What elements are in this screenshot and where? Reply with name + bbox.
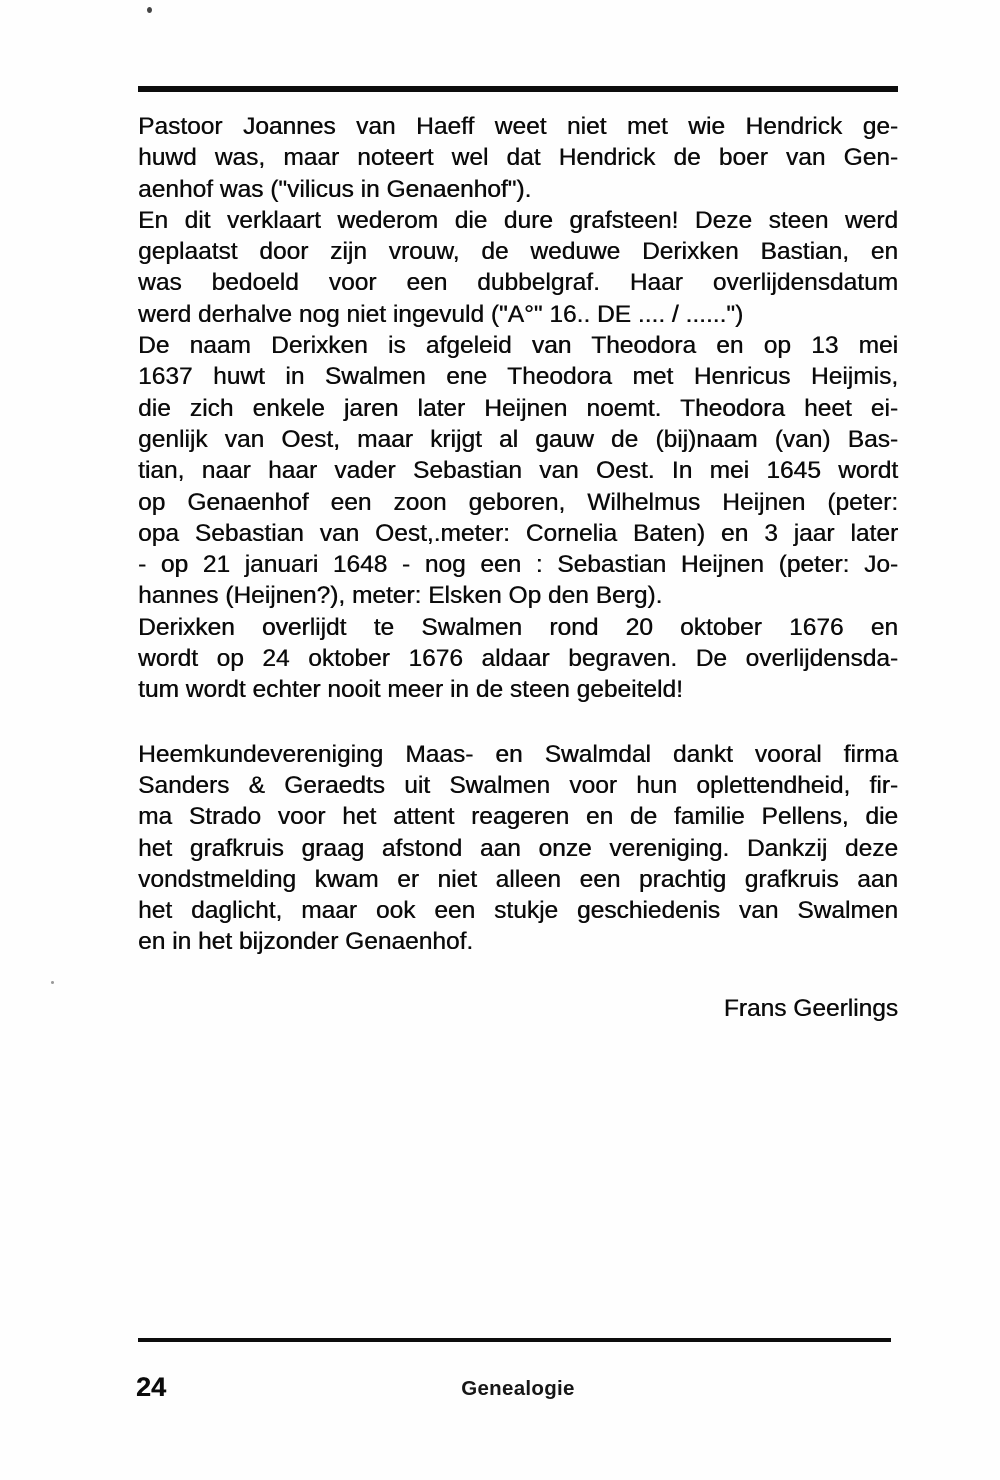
text-line: geplaatst door zijn vrouw, de weduwe Derixken Bastian, en — [138, 238, 898, 266]
paragraph-2 — [138, 205, 898, 330]
bottom-horizontal-rule — [138, 1338, 891, 1342]
scan-speck — [51, 981, 54, 984]
text-line: het daglicht, maar ook een stukje geschiedenis van Swalmen — [138, 897, 898, 925]
top-horizontal-rule — [138, 86, 898, 92]
paragraph-3 — [138, 330, 898, 612]
text-line: 1637 huwt in Swalmen ene Theodora met Henricus Heijmis, — [138, 363, 898, 391]
text-line: werd derhalve nog niet ingevuld ("A°" 16.. DE .... / ......") — [138, 300, 744, 328]
text-line: - op 21 januari 1648 - nog een : Sebastian Heijnen (peter: Jo- — [138, 551, 898, 579]
text-line: tian, naar haar vader Sebastian van Oest. In mei 1645 wordt — [138, 457, 898, 485]
text-line: huwd was, maar noteert wel dat Hendrick de boer van Gen- — [138, 144, 898, 172]
text-line: Heemkundevereniging Maas- en Swalmdal dankt vooral firma — [138, 740, 898, 768]
text-line: ma Strado voor het attent reageren en de familie Pellens, die — [138, 803, 898, 831]
text-line: wordt op 24 oktober 1676 aldaar begraven. De overlijdensda- — [138, 645, 898, 673]
text-line: Pastoor Joannes van Haeff weet niet met wie Hendrick ge- — [138, 113, 898, 140]
text-line: hannes (Heijnen?), meter: Elsken Op den Berg). — [138, 582, 663, 610]
text-line: tum wordt echter nooit meer in de steen gebeiteld! — [138, 676, 683, 704]
text-line: aenhof was ("vilicus in Genaenhof"). — [138, 175, 532, 203]
text-line: was bedoeld voor een dubbelgraf. Haar overlijdensdatum — [138, 269, 898, 297]
article-body — [138, 111, 898, 1024]
footer-title: Genealogie — [461, 1377, 575, 1400]
text-line: opa Sebastian van Oest,.meter: Cornelia Baten) en 3 jaar later — [138, 519, 898, 547]
text-line: Derixken overlijdt te Swalmen rond 20 oktober 1676 en — [138, 613, 898, 641]
text-line: het grafkruis graag afstond aan onze vereniging. Dankzij deze — [138, 834, 898, 862]
text-line: op Genaenhof een zoon geboren, Wilhelmus Heijnen (peter: — [138, 488, 898, 516]
text-line: Sanders & Geraedts uit Swalmen voor hun oplettendheid, fir- — [138, 771, 898, 799]
text-line: die zich enkele jaren later Heijnen noemt. Theodora heet ei- — [138, 394, 898, 422]
paragraph-4 — [138, 612, 898, 706]
text-line: vondstmelding kwam er niet alleen een prachtig grafkruis aan — [138, 865, 898, 893]
page-number: 24 — [136, 1372, 167, 1402]
author-signature: Frans Geerlings — [723, 994, 898, 1022]
scan-speck — [147, 7, 152, 13]
text-line: en in het bijzonder Genaenhof. — [138, 928, 474, 956]
text-line: genlijk van Oest, maar krijgt al gauw de (bij)naam (van) Bas- — [138, 425, 898, 453]
paragraph-1 — [138, 111, 898, 205]
text-line: En dit verklaart wederom die dure grafsteen! Deze steen werd — [138, 206, 898, 234]
text-line: De naam Derixken is afgeleid van Theodora en op 13 mei — [138, 332, 898, 360]
paragraph-5 — [138, 739, 898, 958]
